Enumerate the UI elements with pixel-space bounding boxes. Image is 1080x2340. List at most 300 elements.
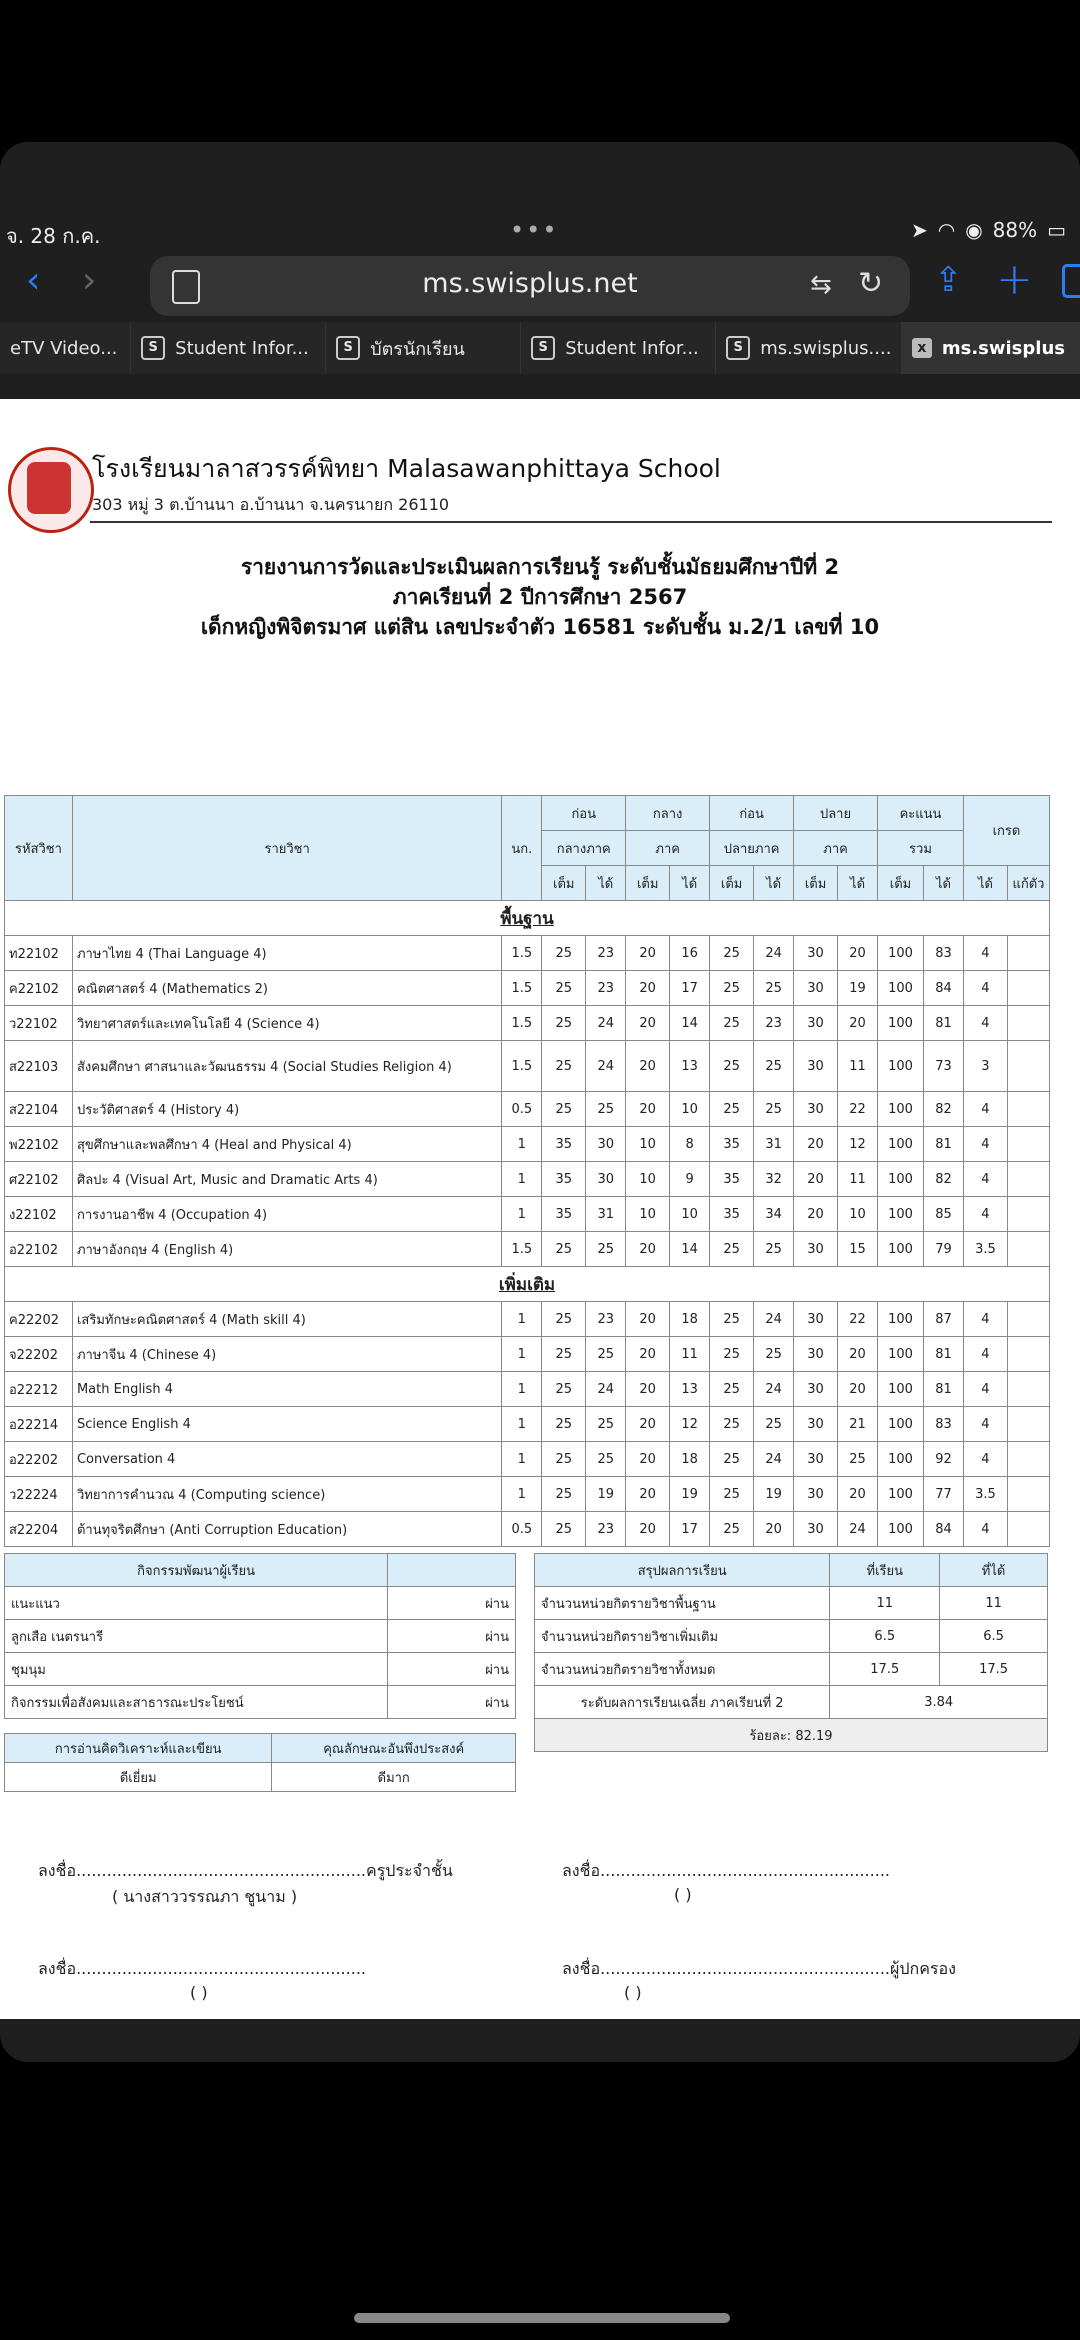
table-cell: 30 (794, 936, 838, 971)
table-row (5, 1372, 1050, 1407)
col-credit: นก. (502, 796, 542, 901)
table-cell: 4 (963, 1092, 1007, 1127)
table-cell: 13 (670, 1372, 710, 1407)
table-cell: 20 (626, 1092, 670, 1127)
table-cell: 25 (542, 1442, 586, 1477)
table-cell: 20 (754, 1512, 794, 1547)
table-cell: 30 (794, 1407, 838, 1442)
col-g1b: กลางภาค (556, 841, 611, 857)
table-row (5, 1162, 1050, 1197)
character-header: คุณลักษณะอันพึงประสงค์ (272, 1734, 516, 1763)
table-cell (1007, 1127, 1049, 1162)
tab-label: Student Infor... (565, 337, 699, 359)
status-indicators (911, 218, 1066, 242)
summary-row (535, 1620, 1048, 1653)
tab-overview-icon[interactable] (1062, 264, 1080, 298)
signature-line-2: ลงชื่อ......................................................... (562, 1861, 890, 1880)
battery-percent: 88% (992, 218, 1038, 242)
subject-name: ภาษาจีน 4 (Chinese 4) (72, 1337, 501, 1372)
summary-value: 11 (830, 1587, 940, 1620)
table-cell: 100 (878, 1162, 924, 1197)
table-row (5, 1407, 1050, 1442)
table-cell: 100 (878, 1006, 924, 1041)
subject-name: วิทยาศาสตร์และเทคโนโลยี 4 (Science 4) (72, 1006, 501, 1041)
summary-col-earned: ที่ได้ (940, 1554, 1048, 1587)
student-info: เด็กหญิงพิจิตรมาศ แต่สิน เลขประจำตัว 16581 ระดับชั้น ม.2/1 เลขที่ 10 (200, 615, 880, 639)
table-cell: 92 (923, 1442, 963, 1477)
subject-code: ศ22102 (5, 1162, 73, 1197)
table-cell: 25 (838, 1442, 878, 1477)
homeroom-teacher-name: ( นางสาววรรณภา ชูนาม ) (112, 1887, 298, 1906)
table-cell: 25 (542, 1302, 586, 1337)
subject-name: เสริมทักษะคณิตศาสตร์ 4 (Math skill 4) (72, 1302, 501, 1337)
table-cell: 30 (586, 1162, 626, 1197)
table-cell (1007, 1337, 1049, 1372)
table-cell: 24 (754, 1302, 794, 1337)
table-cell: 30 (794, 1092, 838, 1127)
table-cell: 23 (586, 1302, 626, 1337)
table-cell: 20 (794, 1127, 838, 1162)
table-cell: 100 (878, 1041, 924, 1092)
table-cell: 20 (838, 1006, 878, 1041)
subject-code: อ22214 (5, 1407, 73, 1442)
activity-row (5, 1653, 516, 1686)
summary-header: สรุปผลการเรียน (535, 1554, 830, 1587)
table-cell: 10 (626, 1197, 670, 1232)
col-got: ได้ (586, 866, 626, 901)
multitask-dots[interactable]: ••• (510, 216, 559, 244)
table-row (5, 1302, 1050, 1337)
table-cell: 20 (626, 1337, 670, 1372)
table-cell: 35 (710, 1127, 754, 1162)
table-cell: 19 (586, 1477, 626, 1512)
table-cell: 24 (586, 1006, 626, 1041)
table-cell: 1.5 (502, 971, 542, 1006)
table-cell (1007, 1041, 1049, 1092)
table-cell: 81 (923, 1337, 963, 1372)
activity-row (5, 1686, 516, 1719)
summary-col-enrolled: ที่เรียน (830, 1554, 940, 1587)
table-cell: 17 (670, 1512, 710, 1547)
subject-name: Science English 4 (72, 1407, 501, 1442)
table-cell: 31 (586, 1197, 626, 1232)
table-cell: 25 (586, 1092, 626, 1127)
activities-table (4, 1553, 516, 1719)
table-cell: 25 (710, 1041, 754, 1092)
table-cell: 11 (838, 1041, 878, 1092)
table-cell (1007, 1372, 1049, 1407)
table-cell: 19 (838, 971, 878, 1006)
subject-name: การงานอาชีพ 4 (Occupation 4) (72, 1197, 501, 1232)
table-cell: 14 (670, 1232, 710, 1267)
reading-value: ดีเยี่ยม (5, 1763, 272, 1792)
col-g3a: ก่อน (739, 806, 764, 822)
subject-code: ส22104 (5, 1092, 73, 1127)
subject-name: ศิลปะ 4 (Visual Art, Music and Dramatic Arts 4) (72, 1162, 501, 1197)
table-cell: 17 (670, 971, 710, 1006)
table-cell: 4 (963, 1372, 1007, 1407)
site-favicon-icon: S (336, 336, 360, 360)
table-cell: 1.5 (502, 936, 542, 971)
table-cell: 1 (502, 1162, 542, 1197)
table-cell: 0.5 (502, 1512, 542, 1547)
table-row (5, 1127, 1050, 1162)
table-cell: 25 (710, 1407, 754, 1442)
reading-header: การอ่านคิดวิเคราะห์และเขียน (5, 1734, 272, 1763)
table-cell: 20 (626, 1512, 670, 1547)
col-got: ได้ (923, 866, 963, 901)
table-cell: 20 (626, 971, 670, 1006)
table-cell: 20 (794, 1162, 838, 1197)
table-cell (1007, 1302, 1049, 1337)
subject-code: ว22224 (5, 1477, 73, 1512)
summary-value: 6.5 (940, 1620, 1048, 1653)
back-icon[interactable]: ‹ (26, 260, 41, 301)
table-cell: 16 (670, 936, 710, 971)
table-cell: 25 (542, 1232, 586, 1267)
site-favicon-icon: S (726, 336, 750, 360)
table-cell: 20 (838, 936, 878, 971)
activity-result: ผ่าน (388, 1620, 516, 1653)
table-cell: 25 (710, 1302, 754, 1337)
col-g5b: รวม (909, 841, 932, 857)
gpa-value: 3.84 (830, 1686, 1048, 1719)
summary-row (535, 1653, 1048, 1686)
table-cell (1007, 1232, 1049, 1267)
table-cell: 100 (878, 1092, 924, 1127)
table-cell: 13 (670, 1041, 710, 1092)
table-row (5, 1006, 1050, 1041)
table-cell: 73 (923, 1041, 963, 1092)
percent-value: ร้อยละ: 82.19 (535, 1719, 1048, 1752)
table-cell: 3.5 (963, 1232, 1007, 1267)
table-cell: 83 (923, 936, 963, 971)
table-cell: 12 (838, 1127, 878, 1162)
subject-name: สังคมศึกษา ศาสนาและวัฒนธรรม 4 (Social Studies Religion 4) (72, 1041, 501, 1092)
report-semester: ภาคเรียนที่ 2 ปีการศึกษา 2567 (392, 585, 688, 609)
table-cell: 30 (794, 1442, 838, 1477)
table-cell: 24 (586, 1041, 626, 1092)
signature-line-3: ลงชื่อ......................................................... (38, 1959, 366, 1978)
table-cell: 25 (754, 1407, 794, 1442)
table-cell: 1 (502, 1337, 542, 1372)
table-cell: 100 (878, 1442, 924, 1477)
table-cell: 81 (923, 1127, 963, 1162)
table-cell: 30 (794, 1302, 838, 1337)
table-cell: 25 (710, 1477, 754, 1512)
school-name: โรงเรียนมาลาสวรรค์พิทยา Malasawanphittaya School (92, 454, 721, 483)
col-got: ได้ (754, 866, 794, 901)
table-cell: 23 (586, 936, 626, 971)
table-cell: 4 (963, 1127, 1007, 1162)
address-bar[interactable] (150, 256, 910, 316)
table-cell: 31 (754, 1127, 794, 1162)
activity-result: ผ่าน (388, 1686, 516, 1719)
table-cell: 4 (963, 1197, 1007, 1232)
table-cell: 25 (754, 1041, 794, 1092)
table-cell: 100 (878, 1407, 924, 1442)
tab-etv[interactable] (0, 322, 131, 374)
table-cell: 24 (754, 1372, 794, 1407)
subject-name: ภาษาอังกฤษ 4 (English 4) (72, 1232, 501, 1267)
subject-name: คณิตศาสตร์ 4 (Mathematics 2) (72, 971, 501, 1006)
tab-student-info-1[interactable] (131, 322, 326, 374)
subject-name: ภาษาไทย 4 (Thai Language 4) (72, 936, 501, 971)
col-full: เต็ม (542, 866, 586, 901)
table-cell: 30 (794, 1041, 838, 1092)
table-cell: 21 (838, 1407, 878, 1442)
activity-result: ผ่าน (388, 1587, 516, 1620)
table-cell: 1 (502, 1442, 542, 1477)
table-cell (1007, 1162, 1049, 1197)
subject-code: ค22202 (5, 1302, 73, 1337)
tab-label: บัตรนักเรียน (370, 338, 465, 360)
table-cell: 10 (626, 1127, 670, 1162)
signature-name-3: ( ) (190, 1983, 208, 2002)
table-cell (1007, 1006, 1049, 1041)
table-cell: 100 (878, 1232, 924, 1267)
table-row (5, 936, 1050, 971)
device-screen (0, 142, 1080, 2062)
table-cell: 1.5 (502, 1006, 542, 1041)
table-cell: 10 (626, 1162, 670, 1197)
table-cell: 20 (626, 1442, 670, 1477)
signature-name-2: ( ) (674, 1885, 692, 1904)
status-bar (0, 142, 1080, 248)
table-cell: 25 (710, 971, 754, 1006)
table-cell: 20 (626, 1232, 670, 1267)
table-cell: 100 (878, 971, 924, 1006)
url-text[interactable]: ms.swisplus.net (422, 268, 638, 299)
table-cell: 30 (794, 1232, 838, 1267)
section-header-row (5, 1267, 1050, 1302)
table-cell: 10 (670, 1197, 710, 1232)
activity-name: กิจกรรมเพื่อสังคมและสาธารณะประโยชน์ (5, 1686, 388, 1719)
subject-code: อ22202 (5, 1442, 73, 1477)
tab-student-card[interactable] (326, 322, 521, 374)
table-cell: 11 (670, 1337, 710, 1372)
forward-icon[interactable]: › (82, 260, 97, 301)
table-cell: 25 (710, 936, 754, 971)
summary-table (534, 1553, 1048, 1752)
table-cell: 35 (542, 1127, 586, 1162)
subject-code: พ22102 (5, 1127, 73, 1162)
table-cell: 4 (963, 1337, 1007, 1372)
table-cell: 4 (963, 1162, 1007, 1197)
table-cell: 25 (586, 1407, 626, 1442)
table-cell: 4 (963, 1407, 1007, 1442)
table-cell: 1 (502, 1407, 542, 1442)
lock-rotation-icon: ◉ (965, 218, 983, 242)
table-row (5, 1512, 1050, 1547)
summary-label: จำนวนหน่วยกิตรายวิชาพื้นฐาน (535, 1587, 830, 1620)
table-cell: 100 (878, 1477, 924, 1512)
activity-result: ผ่าน (388, 1653, 516, 1686)
table-cell: 4 (963, 1442, 1007, 1477)
col-got: ได้ (963, 866, 1007, 901)
col-g3b: ปลายภาค (723, 841, 780, 857)
table-cell: 25 (710, 1512, 754, 1547)
table-cell: 25 (586, 1337, 626, 1372)
col-code: รหัสวิชา (5, 796, 73, 901)
summary-label: จำนวนหน่วยกิตรายวิชาทั้งหมด (535, 1653, 830, 1686)
table-cell: 83 (923, 1407, 963, 1442)
summary-label: จำนวนหน่วยกิตรายวิชาเพิ่มเติม (535, 1620, 830, 1653)
tab-swisplus-1[interactable] (716, 322, 902, 374)
table-cell: 30 (794, 1372, 838, 1407)
table-cell: 3 (963, 1041, 1007, 1092)
activity-row (5, 1620, 516, 1653)
table-row (5, 1477, 1050, 1512)
col-g5a: คะแนน (899, 806, 942, 822)
table-cell: 19 (754, 1477, 794, 1512)
table-cell: 11 (838, 1162, 878, 1197)
tab-label: Student Infor... (175, 337, 309, 359)
table-cell: 25 (710, 1372, 754, 1407)
table-cell: 30 (794, 1512, 838, 1547)
table-cell: 14 (670, 1006, 710, 1041)
table-cell: 25 (710, 1006, 754, 1041)
col-full: เต็ม (710, 866, 754, 901)
new-tab-icon[interactable]: + (996, 254, 1033, 305)
table-cell: 25 (542, 971, 586, 1006)
table-cell: 30 (794, 1006, 838, 1041)
table-cell: 20 (626, 1477, 670, 1512)
table-cell: 1 (502, 1372, 542, 1407)
table-cell: 1 (502, 1477, 542, 1512)
table-cell: 25 (542, 1512, 586, 1547)
tab-label: ms.swisplus.... (760, 337, 892, 359)
col-full: เต็ม (626, 866, 670, 901)
table-cell (1007, 971, 1049, 1006)
table-cell: 87 (923, 1302, 963, 1337)
table-cell: 23 (586, 1512, 626, 1547)
table-cell: 20 (838, 1477, 878, 1512)
translate-icon[interactable]: ⇆ (810, 270, 832, 300)
guardian-signature: ลงชื่อ.........................................................ผู้ปกครอง (562, 1959, 956, 1978)
col-g4a: ปลาย (819, 806, 852, 822)
table-cell: 1 (502, 1127, 542, 1162)
table-cell: 22 (838, 1302, 878, 1337)
col-g4b: ภาค (823, 841, 848, 857)
table-cell: 100 (878, 1302, 924, 1337)
summary-value: 6.5 (830, 1620, 940, 1653)
close-tab-icon[interactable]: x (912, 338, 932, 358)
col-got: ได้ (670, 866, 710, 901)
subject-code: อ22212 (5, 1372, 73, 1407)
reload-icon[interactable]: ↻ (858, 266, 884, 301)
table-row (5, 1092, 1050, 1127)
tab-swisplus-active[interactable] (902, 322, 1080, 374)
table-cell: 24 (754, 936, 794, 971)
activity-row (5, 1587, 516, 1620)
table-cell: 23 (586, 971, 626, 1006)
location-icon: ➤ (910, 218, 928, 242)
subject-code: ท22102 (5, 936, 73, 971)
table-cell: 4 (963, 1512, 1007, 1547)
table-cell: 84 (923, 971, 963, 1006)
guardian-name: ( ) (624, 1983, 642, 2002)
table-cell: 81 (923, 1372, 963, 1407)
table-cell: 85 (923, 1197, 963, 1232)
col-got: ได้ (838, 866, 878, 901)
system-home-indicator[interactable] (354, 2313, 730, 2323)
table-cell (1007, 1442, 1049, 1477)
table-cell: 84 (923, 1512, 963, 1547)
character-value: ดีมาก (272, 1763, 516, 1792)
table-cell: 25 (754, 1337, 794, 1372)
table-cell (1007, 1092, 1049, 1127)
table-row (5, 1232, 1050, 1267)
table-cell: 10 (838, 1197, 878, 1232)
table-cell: 25 (754, 1092, 794, 1127)
subject-code: จ22202 (5, 1337, 73, 1372)
table-cell: 15 (838, 1232, 878, 1267)
report-title: รายงานการวัดและประเมินผลการเรียนรู้ ระดับชั้นมัธยมศึกษาปีที่ 2 (240, 555, 840, 579)
battery-icon: ▭ (1047, 218, 1066, 242)
table-cell: 100 (878, 1512, 924, 1547)
table-cell (1007, 1477, 1049, 1512)
table-cell: 30 (794, 1477, 838, 1512)
table-cell: 9 (670, 1162, 710, 1197)
table-cell (1007, 1407, 1049, 1442)
table-cell: 19 (670, 1477, 710, 1512)
table-cell: 4 (963, 1302, 1007, 1337)
tab-student-info-2[interactable] (521, 322, 716, 374)
table-cell: 100 (878, 1197, 924, 1232)
table-cell: 1.5 (502, 1041, 542, 1092)
subject-code: ค22102 (5, 971, 73, 1006)
table-cell: 18 (670, 1302, 710, 1337)
table-cell: 20 (626, 1041, 670, 1092)
homeroom-teacher-signature: ลงชื่อ.........................................................ครูประจำชั้น (38, 1861, 453, 1880)
table-cell: 25 (542, 1006, 586, 1041)
table-cell: 20 (626, 1006, 670, 1041)
activity-name: ลูกเสือ เนตรนารี (5, 1620, 388, 1653)
subject-name: สุขศึกษาและพลศึกษา 4 (Heal and Physical 4) (72, 1127, 501, 1162)
school-address: 303 หมู่ 3 ต.บ้านนา อ.บ้านนา จ.นครนายก 26110 (92, 495, 450, 514)
table-cell: 35 (710, 1197, 754, 1232)
col-grade: เกรด (992, 824, 1021, 839)
table-cell: 20 (626, 936, 670, 971)
tab-label: ms.swisplus (941, 337, 1065, 359)
table-cell: 20 (838, 1372, 878, 1407)
table-cell: 82 (923, 1092, 963, 1127)
table-cell: 25 (586, 1232, 626, 1267)
subject-name: ต้านทุจริตศึกษา (Anti Corruption Education) (72, 1512, 501, 1547)
table-cell: 30 (794, 971, 838, 1006)
table-cell: 25 (542, 936, 586, 971)
table-cell: 25 (542, 1407, 586, 1442)
table-cell: 23 (754, 1006, 794, 1041)
table-cell: 20 (794, 1197, 838, 1232)
section-title: เพิ่มเติม (5, 1267, 1050, 1302)
subject-name: วิทยาการคำนวณ 4 (Computing science) (72, 1477, 501, 1512)
share-icon[interactable]: ⇪ (934, 260, 963, 300)
table-cell: 0.5 (502, 1092, 542, 1127)
table-cell: 25 (586, 1442, 626, 1477)
col-g1a: ก่อน (571, 806, 597, 822)
col-g2b: ภาค (655, 841, 680, 857)
table-cell: 79 (923, 1232, 963, 1267)
table-cell: 3.5 (963, 1477, 1007, 1512)
table-cell: 100 (878, 936, 924, 971)
subject-name: Math English 4 (72, 1372, 501, 1407)
summary-value: 17.5 (940, 1653, 1048, 1686)
table-cell: 4 (963, 936, 1007, 971)
table-cell: 25 (542, 1337, 586, 1372)
table-cell: 12 (670, 1407, 710, 1442)
